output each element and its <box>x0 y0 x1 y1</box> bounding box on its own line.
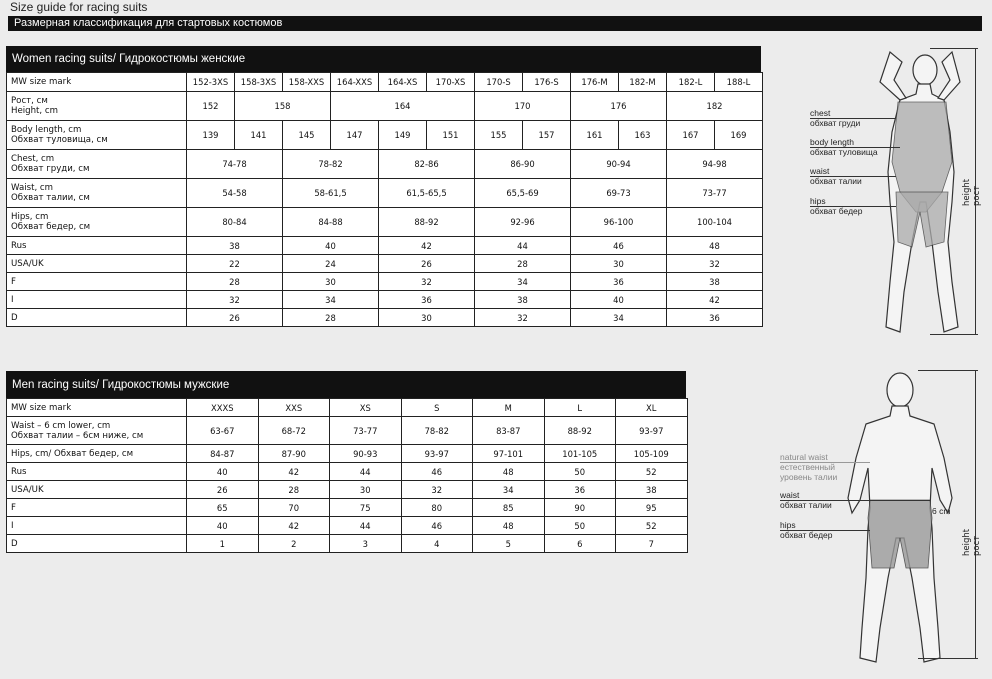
women-size-cell: 188-L <box>715 73 763 92</box>
table-cell: 50 <box>544 517 616 535</box>
table-cell: 3 <box>330 535 402 553</box>
table-cell: 30 <box>571 255 667 273</box>
table-cell: 163 <box>619 121 667 150</box>
row-label: I <box>7 291 187 309</box>
table-cell: 158 <box>235 92 331 121</box>
table-cell: 58-61,5 <box>283 179 379 208</box>
table-cell: 46 <box>401 517 473 535</box>
table-cell: 90-93 <box>330 445 402 463</box>
table-cell: 42 <box>379 237 475 255</box>
table-cell: 65,5-69 <box>475 179 571 208</box>
table-cell: 87-90 <box>258 445 330 463</box>
table-cell: 78-82 <box>401 417 473 445</box>
male-natural-waist-line <box>780 462 870 463</box>
male-height-bottom-line <box>918 658 978 659</box>
table-row <box>7 481 688 499</box>
table-cell: 167 <box>667 121 715 150</box>
table-row <box>7 273 763 291</box>
women-size-cell: 164-XS <box>379 73 427 92</box>
women-size-cell: 176-M <box>571 73 619 92</box>
table-cell: 182 <box>667 92 763 121</box>
row-label: I <box>7 517 187 535</box>
table-cell: 30 <box>379 309 475 327</box>
table-cell: 36 <box>379 291 475 309</box>
table-cell: 92-96 <box>475 208 571 237</box>
female-height-bottom-line <box>930 334 978 335</box>
male-figure-illustration <box>840 368 975 670</box>
table-cell: 97-101 <box>473 445 545 463</box>
women-size-cell: 164-XXS <box>331 73 379 92</box>
table-cell: 139 <box>187 121 235 150</box>
table-cell: 84-88 <box>283 208 379 237</box>
table-cell: 32 <box>187 291 283 309</box>
men-size-table <box>6 398 688 553</box>
table-cell: 36 <box>544 481 616 499</box>
women-section-title: Women racing suits/ Гидрокостюмы женские <box>6 46 761 72</box>
female-waist-label: waist обхват талии <box>810 166 862 186</box>
men-size-cell: XS <box>330 399 402 417</box>
table-cell: 93-97 <box>401 445 473 463</box>
women-size-cell: 158-3XS <box>235 73 283 92</box>
male-offset-label: 6 cm <box>932 506 951 516</box>
row-label: Rus <box>7 463 187 481</box>
women-size-cell: 182-M <box>619 73 667 92</box>
female-hips-label: hips обхват бедер <box>810 196 863 216</box>
table-cell: 83-87 <box>473 417 545 445</box>
row-label: Waist – 6 cm lower, cm Обхват талии – 6см ниже, см <box>7 417 187 445</box>
men-size-cell: S <box>401 399 473 417</box>
women-size-cell: 182-L <box>667 73 715 92</box>
table-cell: 34 <box>283 291 379 309</box>
row-label: USA/UK <box>7 481 187 499</box>
table-cell: 50 <box>544 463 616 481</box>
men-section-title: Men racing suits/ Гидрокостюмы мужские <box>6 371 686 398</box>
table-row <box>7 445 688 463</box>
table-cell: 101-105 <box>544 445 616 463</box>
table-cell: 95 <box>616 499 688 517</box>
table-cell: 44 <box>330 463 402 481</box>
men-size-cell: XL <box>616 399 688 417</box>
table-cell: 42 <box>258 463 330 481</box>
table-cell: 149 <box>379 121 427 150</box>
male-waist-label: waist обхват талии <box>780 490 832 510</box>
table-cell: 32 <box>667 255 763 273</box>
table-cell: 48 <box>473 463 545 481</box>
women-waist-label: Waist, cm Обхват талии, см <box>7 179 187 208</box>
table-cell: 74-78 <box>187 150 283 179</box>
table-cell: 28 <box>283 309 379 327</box>
table-cell: 40 <box>283 237 379 255</box>
table-cell: 73-77 <box>330 417 402 445</box>
table-cell: 34 <box>473 481 545 499</box>
table-row <box>7 291 763 309</box>
table-cell: 32 <box>475 309 571 327</box>
table-cell: 42 <box>258 517 330 535</box>
table-cell: 44 <box>330 517 402 535</box>
table-cell: 52 <box>616 463 688 481</box>
table-cell: 52 <box>616 517 688 535</box>
table-cell: 28 <box>187 273 283 291</box>
women-size-cell: 170-S <box>475 73 523 92</box>
table-cell: 46 <box>401 463 473 481</box>
table-cell: 63-67 <box>187 417 259 445</box>
table-cell: 34 <box>475 273 571 291</box>
row-label: D <box>7 309 187 327</box>
women-size-row <box>7 73 763 92</box>
male-height-top-line <box>918 370 978 371</box>
female-height-top-line <box>930 48 978 49</box>
women-size-label: MW size mark <box>7 73 187 92</box>
women-body-row <box>7 121 763 150</box>
women-waist-row <box>7 179 763 208</box>
women-body-label: Body length, cm Обхват туловища, см <box>7 121 187 150</box>
female-body-line <box>810 147 900 148</box>
table-cell: 105-109 <box>616 445 688 463</box>
table-cell: 86-90 <box>475 150 571 179</box>
table-cell: 54-58 <box>187 179 283 208</box>
row-label: Rus <box>7 237 187 255</box>
table-cell: 22 <box>187 255 283 273</box>
table-cell: 80 <box>401 499 473 517</box>
table-cell: 68-72 <box>258 417 330 445</box>
table-cell: 32 <box>379 273 475 291</box>
table-cell: 82-86 <box>379 150 475 179</box>
table-cell: 155 <box>475 121 523 150</box>
table-cell: 61,5-65,5 <box>379 179 475 208</box>
row-label: D <box>7 535 187 553</box>
female-height-label-ru: рост <box>972 185 982 206</box>
page-title: Size guide for racing suits <box>10 0 148 14</box>
row-label: Hips, cm/ Обхват бедер, см <box>7 445 187 463</box>
table-cell: 38 <box>667 273 763 291</box>
table-cell: 164 <box>331 92 475 121</box>
table-cell: 40 <box>571 291 667 309</box>
table-cell: 170 <box>475 92 571 121</box>
table-cell: 96-100 <box>571 208 667 237</box>
women-size-cell: 152-3XS <box>187 73 235 92</box>
female-height-label: height <box>962 178 972 206</box>
table-cell: 69-73 <box>571 179 667 208</box>
table-cell: 70 <box>258 499 330 517</box>
table-cell: 4 <box>401 535 473 553</box>
row-label: F <box>7 273 187 291</box>
female-body-label: body length обхват туловища <box>810 137 878 157</box>
table-cell: 44 <box>475 237 571 255</box>
table-cell: 40 <box>187 517 259 535</box>
women-size-cell: 170-XS <box>427 73 475 92</box>
table-row <box>7 255 763 273</box>
women-hips-label: Hips, cm Обхват бедер, см <box>7 208 187 237</box>
table-cell: 38 <box>187 237 283 255</box>
women-size-table <box>6 72 763 327</box>
table-cell: 161 <box>571 121 619 150</box>
table-cell: 78-82 <box>283 150 379 179</box>
men-size-row <box>7 399 688 417</box>
table-cell: 85 <box>473 499 545 517</box>
female-chest-label: chest обхват груди <box>810 108 861 128</box>
table-cell: 169 <box>715 121 763 150</box>
table-cell: 93-97 <box>616 417 688 445</box>
table-cell: 88-92 <box>379 208 475 237</box>
table-cell: 100-104 <box>667 208 763 237</box>
table-cell: 36 <box>571 273 667 291</box>
male-height-bar <box>975 370 976 658</box>
female-chest-line <box>810 118 896 119</box>
men-size-cell: L <box>544 399 616 417</box>
table-cell: 36 <box>667 309 763 327</box>
male-height-label-ru: рост <box>972 535 982 556</box>
female-waist-line <box>810 176 896 177</box>
women-hips-row <box>7 208 763 237</box>
table-cell: 65 <box>187 499 259 517</box>
men-size-label: MW size mark <box>7 399 187 417</box>
table-cell: 147 <box>331 121 379 150</box>
row-label: USA/UK <box>7 255 187 273</box>
table-cell: 176 <box>571 92 667 121</box>
female-hips-line <box>810 206 896 207</box>
table-cell: 94-98 <box>667 150 763 179</box>
table-row <box>7 517 688 535</box>
table-cell: 26 <box>379 255 475 273</box>
men-size-cell: XXXS <box>187 399 259 417</box>
table-row <box>7 309 763 327</box>
table-cell: 6 <box>544 535 616 553</box>
table-cell: 26 <box>187 309 283 327</box>
table-cell: 42 <box>667 291 763 309</box>
male-natural-waist-label: natural waist естественный уровень талии <box>780 452 838 482</box>
table-cell: 30 <box>330 481 402 499</box>
table-cell: 84-87 <box>187 445 259 463</box>
table-cell: 152 <box>187 92 235 121</box>
women-size-cell: 158-XXS <box>283 73 331 92</box>
table-cell: 5 <box>473 535 545 553</box>
table-cell: 157 <box>523 121 571 150</box>
table-cell: 73-77 <box>667 179 763 208</box>
male-hips-label: hips обхват бедер <box>780 520 833 540</box>
table-cell: 30 <box>283 273 379 291</box>
table-cell: 88-92 <box>544 417 616 445</box>
table-cell: 38 <box>475 291 571 309</box>
table-row <box>7 463 688 481</box>
banner: Размерная классификация для стартовых костюмов <box>8 16 982 31</box>
male-height-label: height <box>962 528 972 556</box>
women-size-cell: 176-S <box>523 73 571 92</box>
table-cell: 32 <box>401 481 473 499</box>
table-cell: 151 <box>427 121 475 150</box>
table-cell: 90 <box>544 499 616 517</box>
women-chest-label: Chest, cm Обхват груди, см <box>7 150 187 179</box>
table-cell: 34 <box>571 309 667 327</box>
table-cell: 80-84 <box>187 208 283 237</box>
table-cell: 90-94 <box>571 150 667 179</box>
women-height-row <box>7 92 763 121</box>
table-cell: 2 <box>258 535 330 553</box>
row-label: F <box>7 499 187 517</box>
table-cell: 26 <box>187 481 259 499</box>
table-cell: 48 <box>667 237 763 255</box>
table-cell: 1 <box>187 535 259 553</box>
table-cell: 38 <box>616 481 688 499</box>
male-hips-line <box>780 530 870 531</box>
table-cell: 7 <box>616 535 688 553</box>
men-size-cell: XXS <box>258 399 330 417</box>
women-height-label: Рост, см Height, cm <box>7 92 187 121</box>
table-row <box>7 237 763 255</box>
table-row <box>7 499 688 517</box>
men-size-cell: M <box>473 399 545 417</box>
table-cell: 28 <box>475 255 571 273</box>
male-waist-line <box>780 500 930 501</box>
table-cell: 40 <box>187 463 259 481</box>
table-cell: 75 <box>330 499 402 517</box>
table-cell: 28 <box>258 481 330 499</box>
women-chest-row <box>7 150 763 179</box>
table-cell: 46 <box>571 237 667 255</box>
table-row <box>7 535 688 553</box>
table-cell: 24 <box>283 255 379 273</box>
table-cell: 145 <box>283 121 331 150</box>
table-cell: 48 <box>473 517 545 535</box>
table-cell: 141 <box>235 121 283 150</box>
table-row <box>7 417 688 445</box>
